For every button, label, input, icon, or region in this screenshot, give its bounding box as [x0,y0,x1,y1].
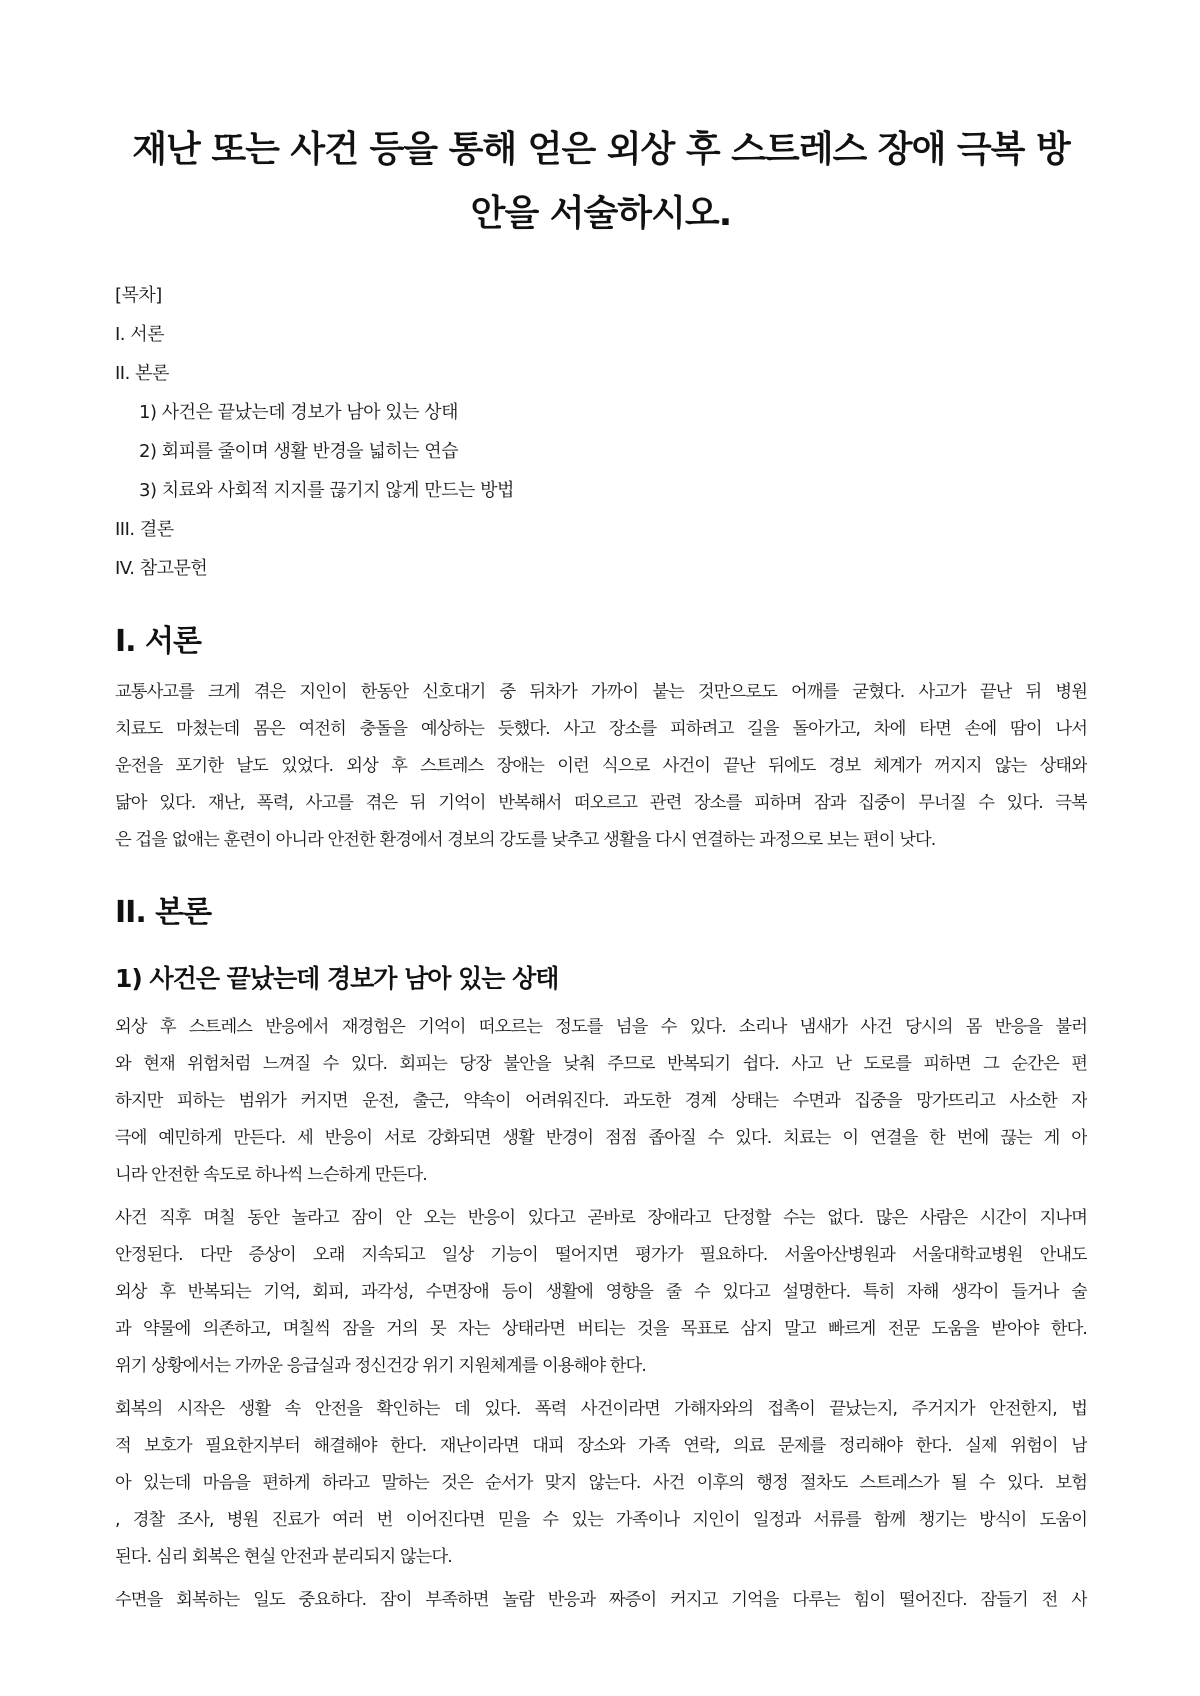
text-line: 은 겁을 없애는 훈련이 아니라 안전한 환경에서 경보의 강도를 낮추고 생활을 다시 연결하는 과정으로 보는 편이 낫다. [115,830,936,850]
text-line: 과 약물에 의존하고, 며칠씩 잠을 거의 못 자는 상태라면 버티는 것을 목표로 삼지 말고 빠르게 전문 도움을 받아야 한다. [115,1319,1087,1339]
document-page [115,0,1087,1625]
toc-item: 3) 치료와 사회적 지지를 끊기지 않게 만드는 방법 [139,480,514,501]
subsection-heading-1: 1) 사건은 끝났는데 경보가 남아 있는 상태 [115,964,559,993]
text-line: 극에 예민하게 만든다. 세 반응이 서로 강화되면 생활 반경이 점점 좁아질 수 있다. 치료는 이 연결을 한 번에 끊는 게 아 [115,1128,1087,1148]
title-line-2: 안을 서술하시오. [470,193,732,234]
text-line: 사건 직후 며칠 동안 놀라고 잠이 안 오는 반응이 있다고 곧바로 장애라고 단정할 수는 없다. 많은 사람은 시간이 지나며 [115,1208,1087,1228]
title-line-1: 재난 또는 사건 등을 통해 얻은 외상 후 스트레스 장애 극복 방 [132,129,1070,170]
section-heading-body: II. 본론 [115,895,212,930]
text-line: 아 있는데 마음을 편하게 하라고 말하는 것은 순서가 맞지 않는다. 사건 이후의 행정 절차도 스트레스가 될 수 있다. 보험 [115,1473,1087,1493]
text-line: 니라 안전한 속도로 하나씩 느슨하게 만든다. [115,1165,427,1185]
text-line: 위기 상황에서는 가까운 응급실과 정신건강 위기 지원체계를 이용해야 한다. [115,1356,646,1376]
table-of-contents [115,276,1087,588]
toc-item: 1) 사건은 끝났는데 경보가 남아 있는 상태 [139,402,459,423]
body-paragraph [115,1200,1087,1385]
text-line: 하지만 피하는 범위가 커지면 운전, 출근, 약속이 어려워진다. 과도한 경계 상태는 수면과 집중을 망가뜨리고 사소한 자 [115,1091,1087,1111]
text-line: 운전을 포기한 날도 있었다. 외상 후 스트레스 장애는 이런 식으로 사건이 끝난 뒤에도 경보 체계가 꺼지지 않는 상태와 [115,756,1087,776]
toc-item: 2) 회피를 줄이며 생활 반경을 넓히는 연습 [139,441,459,462]
toc-heading: [목차] [115,285,162,306]
text-line: 와 현재 위험처럼 느껴질 수 있다. 회피는 당장 불안을 낮춰 주므로 반복되기 쉽다. 사고 난 도로를 피하면 그 순간은 편 [115,1054,1087,1074]
body-paragraph [115,1582,1087,1619]
toc-item: III. 결론 [115,519,174,540]
text-line: 회복의 시작은 생활 속 안전을 확인하는 데 있다. 폭력 사건이라면 가해자와의 접촉이 끝났는지, 주거지가 안전한지, 법 [115,1399,1087,1419]
text-line: 외상 후 반복되는 기억, 회피, 과각성, 수면장애 등이 생활에 영향을 줄 수 있다고 설명한다. 특히 자해 생각이 들거나 술 [115,1282,1087,1302]
text-line: 치료도 마쳤는데 몸은 여전히 충돌을 예상하는 듯했다. 사고 장소를 피하려고 길을 돌아가고, 차에 타면 손에 땀이 나서 [115,719,1087,739]
text-line: 수면을 회복하는 일도 중요하다. 잠이 부족하면 놀람 반응과 짜증이 커지고 기억을 다루는 힘이 떨어진다. 잠들기 전 사 [115,1590,1087,1610]
text-line: 교통사고를 크게 겪은 지인이 한동안 신호대기 중 뒤차가 가까이 붙는 것만으로도 어깨를 굳혔다. 사고가 끝난 뒤 병원 [115,682,1087,702]
body-paragraph [115,1009,1087,1194]
text-line: , 경찰 조사, 병원 진료가 여러 번 이어진다면 믿을 수 있는 가족이나 지인이 일정과 서류를 함께 챙기는 방식이 도움이 [115,1510,1087,1530]
text-line: 닮아 있다. 재난, 폭력, 사고를 겪은 뒤 기억이 반복해서 떠오르고 관련 장소를 피하며 잠과 집중이 무너질 수 있다. 극복 [115,793,1087,813]
text-line: 된다. 심리 회복은 현실 안전과 분리되지 않는다. [115,1547,452,1567]
toc-item: II. 본론 [115,363,169,384]
text-line: 외상 후 스트레스 반응에서 재경험은 기억이 떠오르는 정도를 넘을 수 있다. 소리나 냄새가 사건 당시의 몸 반응을 불러 [115,1017,1087,1037]
toc-item: IV. 참고문헌 [115,558,208,579]
section-heading-intro: I. 서론 [115,624,201,659]
text-line: 적 보호가 필요한지부터 해결해야 한다. 재난이라면 대피 장소와 가족 연락, 의료 문제를 정리해야 한다. 실제 위험이 남 [115,1436,1087,1456]
body-paragraph [115,1391,1087,1576]
toc-item: I. 서론 [115,324,165,345]
document-title [115,118,1087,246]
intro-paragraph [115,674,1087,859]
text-line: 안정된다. 다만 증상이 오래 지속되고 일상 기능이 떨어지면 평가가 필요하다. 서울아산병원과 서울대학교병원 안내도 [115,1245,1087,1265]
